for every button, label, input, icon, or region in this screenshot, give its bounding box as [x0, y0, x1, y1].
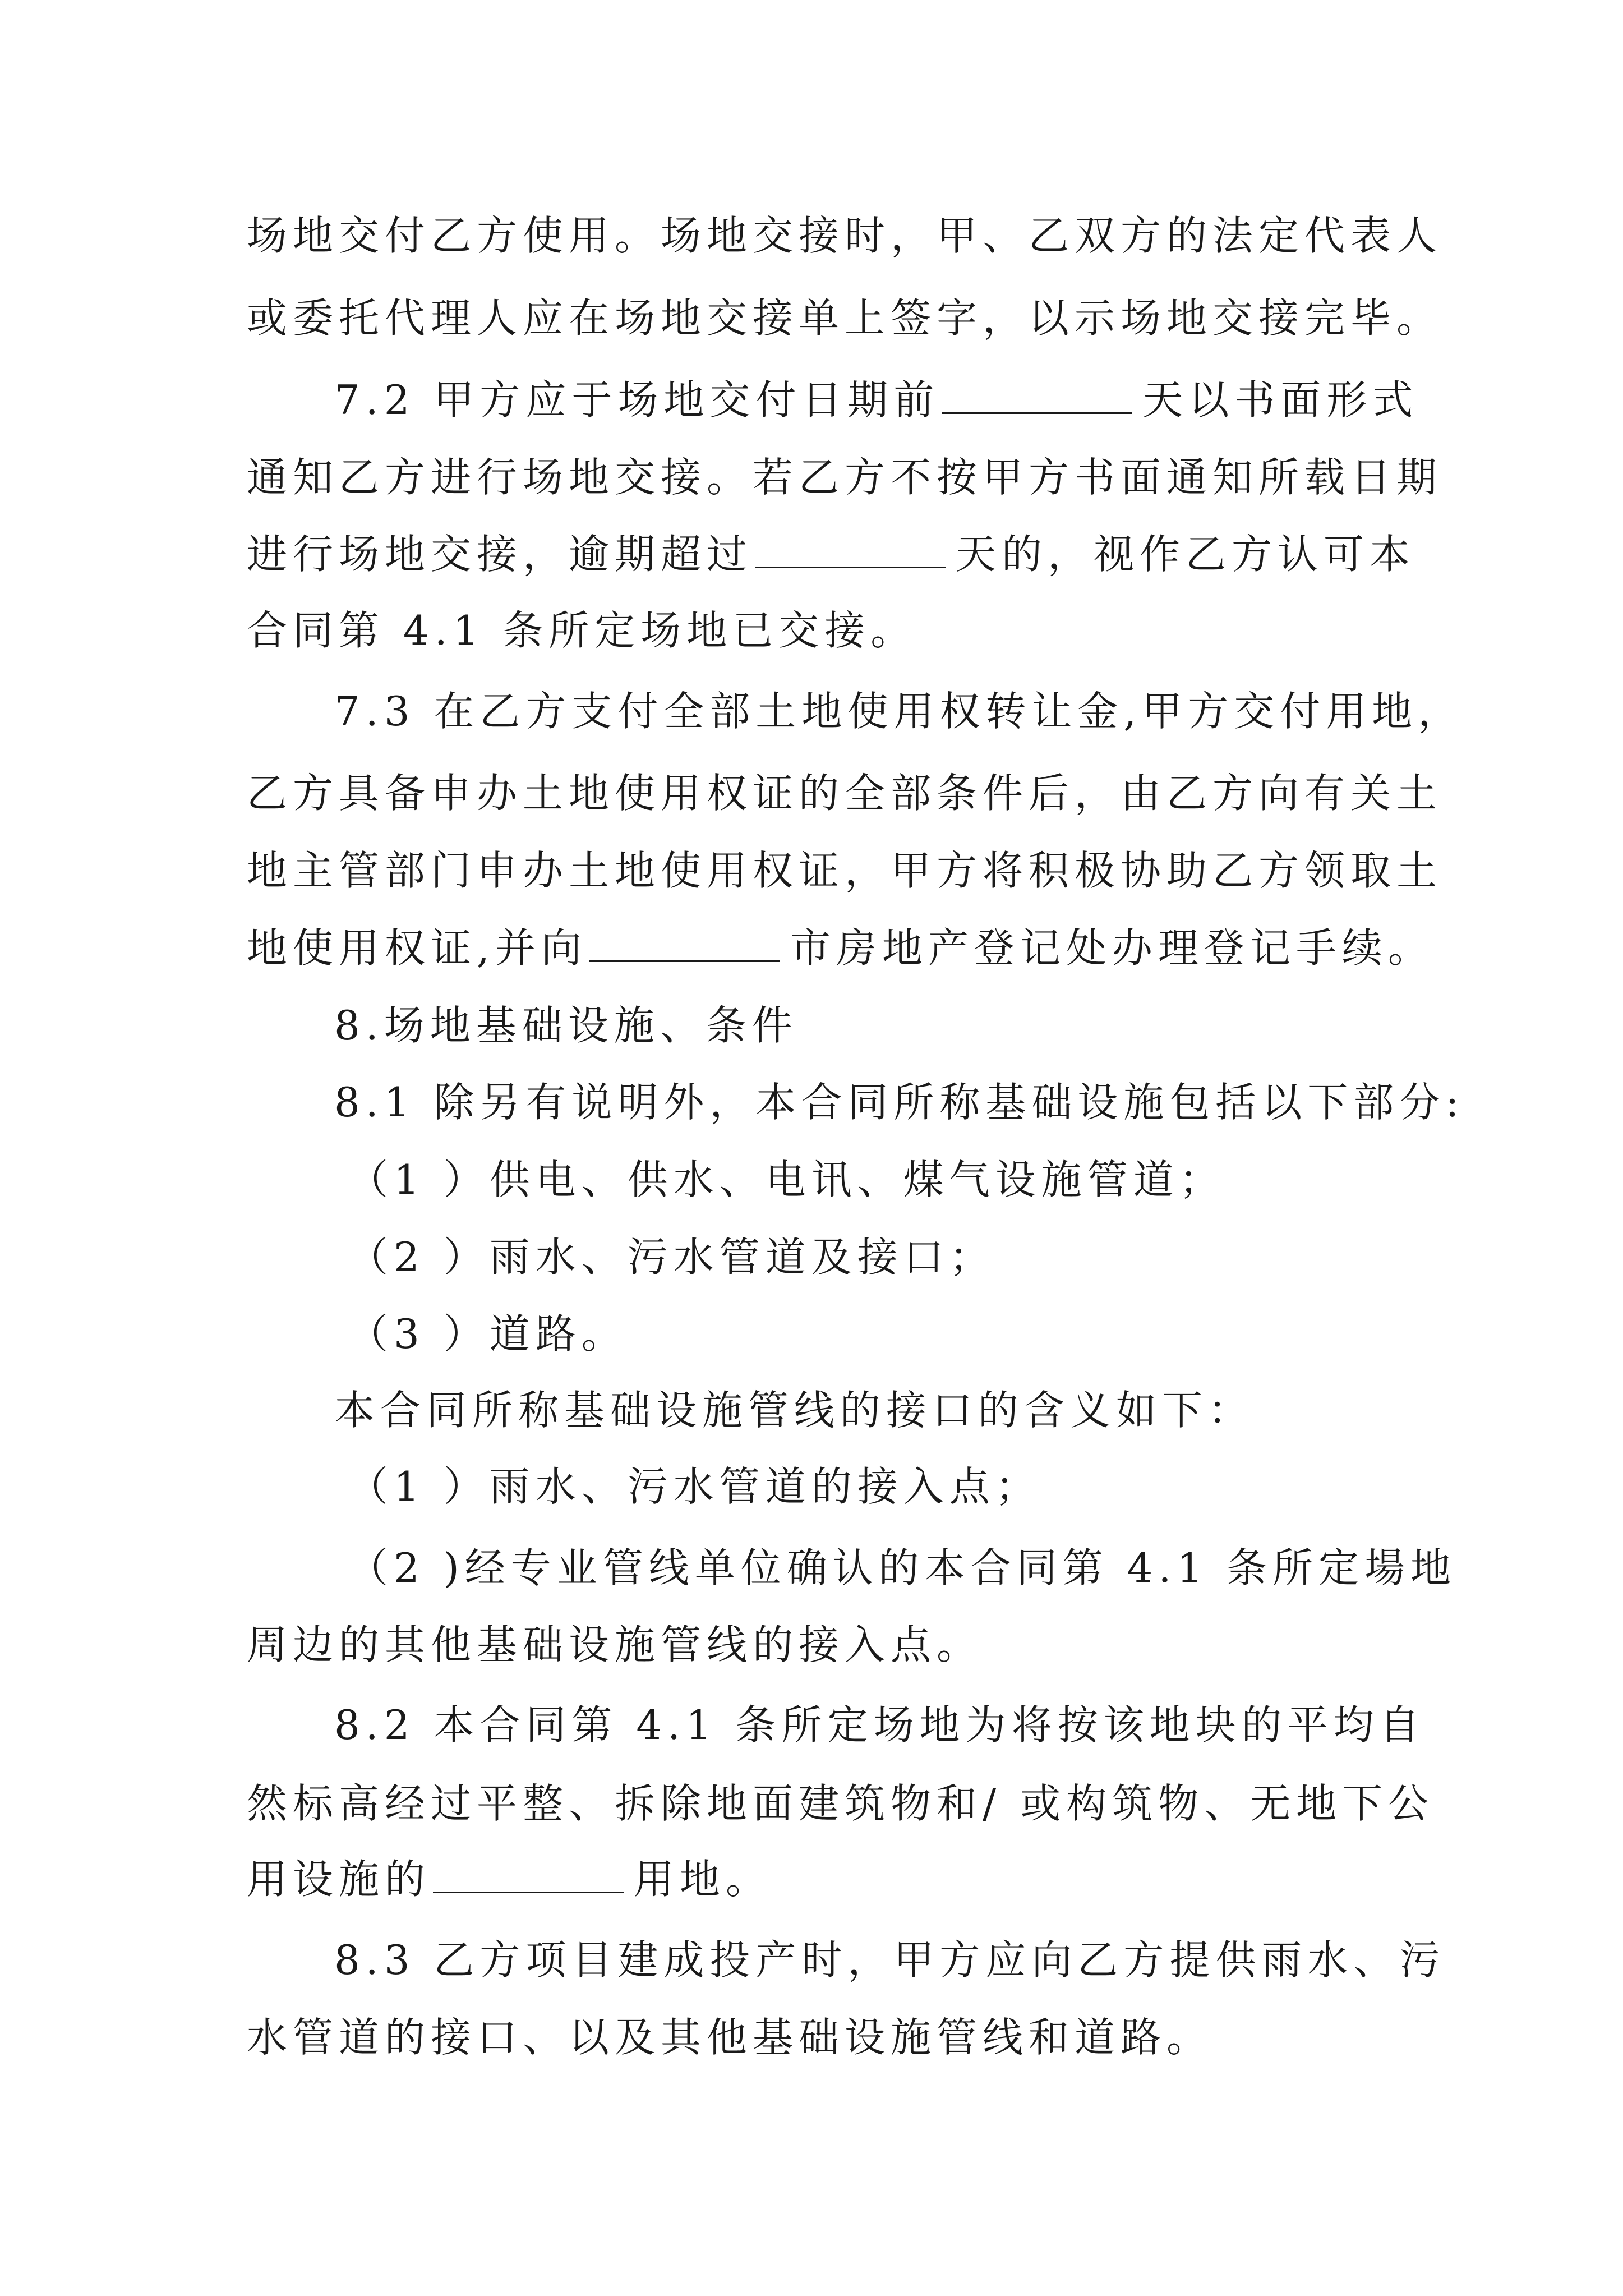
paragraph-line [247, 290, 1442, 346]
line-text: 地主管部门申办土地使用权证，甲方将积极协助乙方领取土 [247, 847, 1443, 894]
line-text: 7.2 甲方应于场地交付日期前 [334, 376, 940, 424]
paragraph-line [247, 1617, 983, 1673]
line-text: 用设施的 [247, 1856, 431, 1903]
paragraph-line [247, 208, 1442, 264]
paragraph-line [334, 1382, 1254, 1438]
paragraph-line [247, 449, 1442, 505]
paragraph-line [247, 843, 1442, 899]
paragraph-line [334, 1932, 1445, 1988]
paragraph-line [334, 683, 1464, 739]
fill-in-blank[interactable] [589, 927, 780, 962]
line-text: 天以书面形式 [1142, 376, 1419, 424]
fill-in-blank[interactable] [942, 379, 1132, 414]
paragraph-line [247, 526, 1415, 582]
line-text: （2 ）雨水、污水管道及接口； [348, 1234, 995, 1281]
line-text: 8.2 本合同第 4.1 条所定场地为将按该地块的平均自 [334, 1701, 1426, 1749]
paragraph-line [334, 1697, 1426, 1753]
list-item [348, 1229, 995, 1285]
line-text: 周边的其他基础设施管线的接入点。 [247, 1621, 983, 1668]
line-text: 进行场地交接，逾期超过 [247, 531, 753, 578]
line-text: 8.场地基础设施、条件 [334, 1002, 798, 1049]
line-text: 8.1 除另有说明外，本合同所称基础设施包括以下部分: [334, 1079, 1465, 1126]
paragraph-line [334, 1074, 1465, 1130]
list-item [348, 1458, 1041, 1515]
paragraph-line [247, 2009, 1212, 2065]
list-item [348, 1540, 1456, 1596]
line-text: 乙方具备申办土地使用权证的全部条件后，由乙方向有关土 [247, 770, 1443, 817]
line-text: （1 ）雨水、污水管道的接入点； [348, 1463, 1041, 1510]
paragraph-line [247, 920, 1434, 976]
line-text: 市房地产登记处办理登记手续。 [790, 924, 1434, 972]
line-text: 场地交付乙方使用。场地交接时，甲、乙双方的法定代表人 [247, 212, 1443, 259]
list-item [348, 1306, 628, 1362]
line-text: 合同第 4.1 条所定场地已交接。 [247, 607, 917, 654]
line-text: 用地。 [634, 1856, 772, 1903]
line-text: 地使用权证,并向 [247, 924, 587, 972]
fill-in-blank[interactable] [755, 533, 946, 568]
line-text: 天的，视作乙方认可本 [956, 531, 1416, 578]
fill-in-blank[interactable] [433, 1858, 624, 1893]
section-heading [334, 997, 798, 1053]
line-text: 8.3 乙方项目建成投产时，甲方应向乙方提供雨水、污 [334, 1936, 1446, 1984]
list-item [348, 1152, 1225, 1208]
line-text: 水管道的接口、以及其他基础设施管线和道路。 [247, 2014, 1213, 2061]
line-text: 然标高经过平整、拆除地面建筑物和/ 或构筑物、无地下公 [247, 1780, 1435, 1827]
paragraph-line [247, 765, 1442, 821]
line-text: 或委托代理人应在场地交接单上签字，以示场地交接完毕。 [247, 295, 1443, 342]
paragraph-line [247, 1775, 1434, 1832]
paragraph-line [247, 1851, 772, 1907]
line-text: 7.3 在乙方支付全部土地使用权转让金,甲方交付用地， [334, 688, 1464, 735]
line-text: 本合同所称基础设施管线的接口的含义如下： [334, 1387, 1255, 1434]
line-text: （1 ）供电、供水、电讯、煤气设施管道； [348, 1156, 1225, 1203]
line-text: 通知乙方进行场地交接。若乙方不按甲方书面通知所载日期 [247, 454, 1443, 501]
paragraph-line [247, 602, 916, 659]
line-text: （2 )经专业管线单位确认的本合同第 4.1 条所定場地 [348, 1544, 1457, 1591]
paragraph-line [334, 372, 1418, 428]
line-text: （3 ）道路。 [348, 1310, 628, 1358]
